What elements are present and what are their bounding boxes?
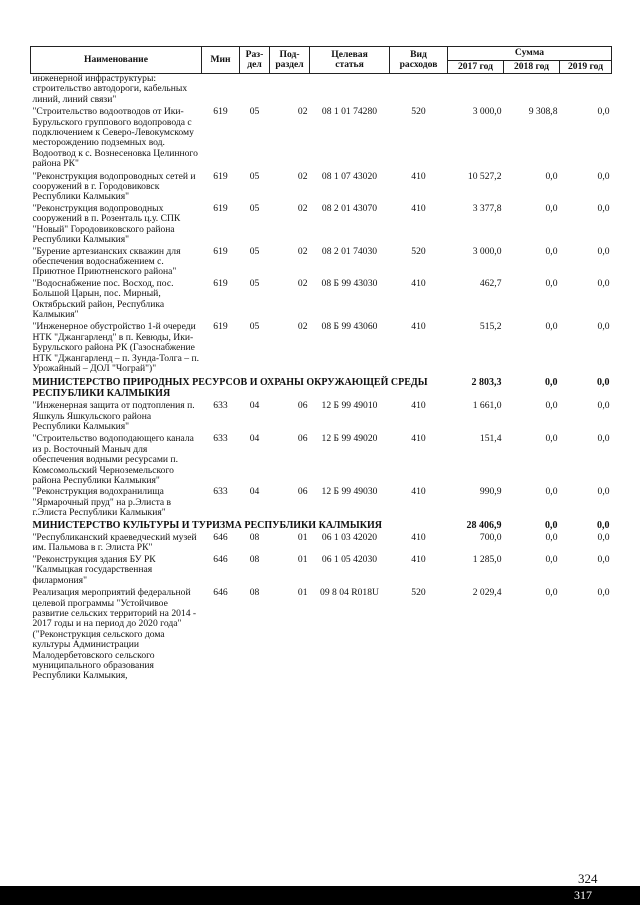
sum-2017: 1 285,0 — [472, 553, 502, 565]
row-razdel: 05 — [249, 277, 260, 289]
row-min: 633 — [213, 486, 228, 498]
row-podrazdel: 02 — [297, 245, 308, 257]
row-podrazdel: 02 — [297, 277, 308, 289]
header-vid: Вид расходов — [390, 47, 448, 74]
row-name: "Строительство водоподающего канала из р. Восточный Маныч для обеспечения водными ресурсами п. Комсомольский Черноземельского района Республики Калмыкия" — [32, 433, 194, 487]
sum-2019: 0,0 — [597, 587, 610, 599]
sum-2017: 2 029,4 — [472, 587, 502, 599]
row-target: 08 Б 99 43060 — [321, 321, 378, 333]
sum-2019: 0,0 — [597, 519, 610, 531]
table-row — [31, 432, 612, 486]
sum-2019: 0,0 — [597, 277, 610, 289]
row-podrazdel: 01 — [297, 553, 308, 565]
row-min: 646 — [213, 532, 228, 544]
row-name: "Реконструкция здания БУ РК "Калмыцкая государственная филармония" — [32, 553, 156, 586]
sum-2018: 0,0 — [545, 277, 558, 289]
budget-table — [30, 46, 612, 682]
row-name: "Республиканский краеведческий музей им. Пальмова в г. Элиста РК" — [32, 532, 197, 554]
header-2019: 2019 год — [560, 61, 612, 74]
row-razdel: 05 — [249, 170, 260, 182]
row-name: "Реконструкция водопроводных сетей и сооружений в г. Городовиковск Республики Калмыкия" — [32, 170, 196, 203]
table-row — [31, 320, 612, 374]
sum-2018: 9 308,8 — [528, 106, 558, 118]
table-row-group — [31, 519, 612, 531]
row-empty-cells — [202, 74, 612, 106]
row-podrazdel: 02 — [297, 170, 308, 182]
sum-2018: 0,0 — [545, 377, 558, 389]
sum-2017: 990,9 — [479, 486, 502, 498]
row-target: 08 Б 99 43030 — [321, 277, 378, 289]
sum-2018: 0,0 — [545, 321, 558, 333]
header-summa: Сумма — [448, 47, 612, 61]
row-min: 646 — [213, 587, 228, 599]
row-name: "Бурение артезианских скважин для обеспечения водоснабжением с. Приютное Приютненского района" — [32, 245, 181, 278]
row-podrazdel: 06 — [297, 400, 308, 412]
header-razdel: Раз- дел — [240, 47, 270, 74]
sum-2019: 0,0 — [597, 532, 610, 544]
table-row-continuation — [31, 74, 612, 106]
table-row — [31, 105, 612, 169]
row-podrazdel: 02 — [297, 202, 308, 214]
row-target: 06 1 03 42020 — [321, 532, 378, 544]
row-podrazdel: 02 — [297, 106, 308, 118]
row-name: инженерной инфраструктуры: строительство автодороги, кабельных линий, линий связи" — [32, 73, 188, 105]
sum-2018: 0,0 — [545, 202, 558, 214]
bottom-page-number: 317 — [574, 888, 592, 902]
row-vid: 520 — [411, 245, 426, 257]
sum-2017: 462,7 — [479, 277, 502, 289]
header-target: Целевая статья — [310, 47, 390, 74]
table-row — [31, 486, 612, 518]
row-razdel: 05 — [249, 321, 260, 333]
sum-2018: 0,0 — [545, 553, 558, 565]
row-podrazdel: 01 — [297, 532, 308, 544]
row-min: 633 — [213, 400, 228, 412]
sum-2018: 0,0 — [545, 400, 558, 412]
row-name: "Инженерная защита от подтопления п. Яшкуль Яшкульского района Республики Калмыкия" — [32, 400, 195, 432]
table-row-group — [31, 374, 612, 399]
row-vid: 410 — [411, 277, 426, 289]
scan-bottom-bar — [0, 886, 640, 905]
sum-2019: 0,0 — [597, 400, 610, 412]
sum-2018: 0,0 — [545, 486, 558, 498]
row-target: 12 Б 99 49030 — [321, 486, 378, 498]
row-min: 619 — [213, 277, 228, 289]
row-vid: 520 — [411, 587, 426, 599]
row-razdel: 08 — [249, 553, 260, 565]
header-podrazdel: Под- раздел — [270, 47, 310, 74]
row-vid: 410 — [411, 486, 426, 498]
row-name: "Инженерное обустройство 1-й очереди НТК "Джангарленд" в п. Кевюды, Ики-Бурульского района РК (Газоснабжение НТК "Джангарленд – п. Зунда-Толга – п. Урожайный – ДОЛ "Чограй")" — [32, 321, 200, 374]
sum-2019: 0,0 — [597, 377, 610, 389]
row-target: 09 8 04 R018U — [320, 587, 379, 599]
sum-2017: 3 000,0 — [472, 245, 502, 257]
sum-2019: 0,0 — [597, 245, 610, 257]
group-name: МИНИСТЕРСТВО ПРИРОДНЫХ РЕСУРСОВ И ОХРАНЫ ОКРУЖАЮЩЕЙ СРЕДЫ РЕСПУБЛИКИ КАЛМЫКИЯ — [32, 377, 428, 399]
sum-2019: 0,0 — [597, 486, 610, 498]
sum-2019: 0,0 — [597, 106, 610, 118]
table-row — [31, 278, 612, 321]
header-2017: 2017 год — [448, 61, 504, 74]
sum-2019: 0,0 — [597, 433, 610, 445]
row-podrazdel: 02 — [297, 321, 308, 333]
row-min: 619 — [213, 170, 228, 182]
row-min: 619 — [213, 245, 228, 257]
header-min: Мин — [202, 47, 240, 74]
row-min: 619 — [213, 321, 228, 333]
table-row — [31, 399, 612, 432]
row-vid: 410 — [411, 433, 426, 445]
sum-2018: 0,0 — [545, 519, 558, 531]
sum-2017: 700,0 — [479, 532, 502, 544]
sum-2017: 28 406,9 — [466, 519, 502, 531]
row-razdel: 05 — [249, 202, 260, 214]
sum-2017: 3 377,8 — [472, 202, 502, 214]
row-vid: 410 — [411, 532, 426, 544]
row-vid: 410 — [411, 202, 426, 214]
row-name: "Реконструкция водохранилища "Ярмарочный пруд" на р.Элиста в г.Элиста Республики Калмыкия" — [32, 486, 172, 519]
table-row — [31, 554, 612, 586]
sum-2018: 0,0 — [545, 532, 558, 544]
table-row — [31, 531, 612, 554]
row-razdel: 08 — [249, 532, 260, 544]
sum-2017: 515,2 — [479, 321, 502, 333]
row-min: 619 — [213, 202, 228, 214]
sum-2018: 0,0 — [545, 170, 558, 182]
row-razdel: 04 — [249, 433, 260, 445]
header-name: Наименование — [31, 47, 202, 74]
row-razdel: 05 — [249, 106, 260, 118]
row-podrazdel: 06 — [297, 433, 308, 445]
row-min: 633 — [213, 433, 228, 445]
row-min: 646 — [213, 553, 228, 565]
row-razdel: 04 — [249, 400, 260, 412]
sum-2017: 3 000,0 — [472, 106, 502, 118]
sum-2018: 0,0 — [545, 433, 558, 445]
page-number: 324 — [578, 871, 598, 886]
row-target: 12 Б 99 49010 — [321, 400, 378, 412]
sum-2017: 1 661,0 — [472, 400, 502, 412]
header-2018: 2018 год — [504, 61, 560, 74]
sum-2019: 0,0 — [597, 321, 610, 333]
row-podrazdel: 06 — [297, 486, 308, 498]
row-name: "Водоснабжение пос. Восход, пос. Большой Царын, пос. Мирный, Октябрьский район, Республика Калмыкия" — [32, 277, 174, 320]
row-vid: 410 — [411, 170, 426, 182]
row-razdel: 04 — [249, 486, 260, 498]
table-row — [31, 586, 612, 682]
sum-2017: 151,4 — [479, 433, 502, 445]
row-vid: 410 — [411, 400, 426, 412]
row-vid: 410 — [411, 321, 426, 333]
sum-2017: 10 527,2 — [467, 170, 502, 182]
table-header — [31, 47, 612, 74]
row-razdel: 08 — [249, 587, 260, 599]
sum-2019: 0,0 — [597, 170, 610, 182]
row-target: 08 2 01 43070 — [321, 202, 378, 214]
row-name: Реализация мероприятий федеральной целевой программы "Устойчивое развитие сельских территорий на 2014 - 2017 годы и на период до 2020 года" ("Реконструкция сельского дома культуры Администрации Малодербетовского сельского муниципального образования Республики Калмыкия, — [32, 587, 197, 682]
row-min: 619 — [213, 106, 228, 118]
table-row — [31, 203, 612, 246]
sum-2018: 0,0 — [545, 587, 558, 599]
table-row — [31, 246, 612, 278]
row-target: 08 2 01 74030 — [321, 245, 378, 257]
row-target: 12 Б 99 49020 — [321, 433, 378, 445]
row-podrazdel: 01 — [297, 587, 308, 599]
sum-2019: 0,0 — [597, 202, 610, 214]
sum-2017: 2 803,3 — [471, 377, 502, 389]
row-target: 08 1 07 43020 — [321, 170, 378, 182]
sum-2018: 0,0 — [545, 245, 558, 257]
table-row — [31, 170, 612, 203]
row-name: "Реконструкция водопроводных сооружений в п. Розенталь ц.у. СПК "Новый" Городовиковского района Республики Калмыкия" — [32, 202, 181, 246]
sum-2019: 0,0 — [597, 553, 610, 565]
row-razdel: 05 — [249, 245, 260, 257]
row-target: 08 1 01 74280 — [321, 106, 378, 118]
row-vid: 410 — [411, 553, 426, 565]
row-name: "Строительство водоотводов от Ики-Бурульского группового водопровода с подключением к Северо-Левокумскому месторождению подземных вод. Водоотвод к с. Вознесеновка Целинного района РК" — [32, 106, 198, 170]
table-body — [31, 74, 612, 682]
row-target: 06 1 05 42030 — [321, 553, 378, 565]
group-name: МИНИСТЕРСТВО КУЛЬТУРЫ И ТУРИЗМА РЕСПУБЛИКИ КАЛМЫКИЯ — [32, 519, 383, 531]
row-vid: 520 — [411, 106, 426, 118]
